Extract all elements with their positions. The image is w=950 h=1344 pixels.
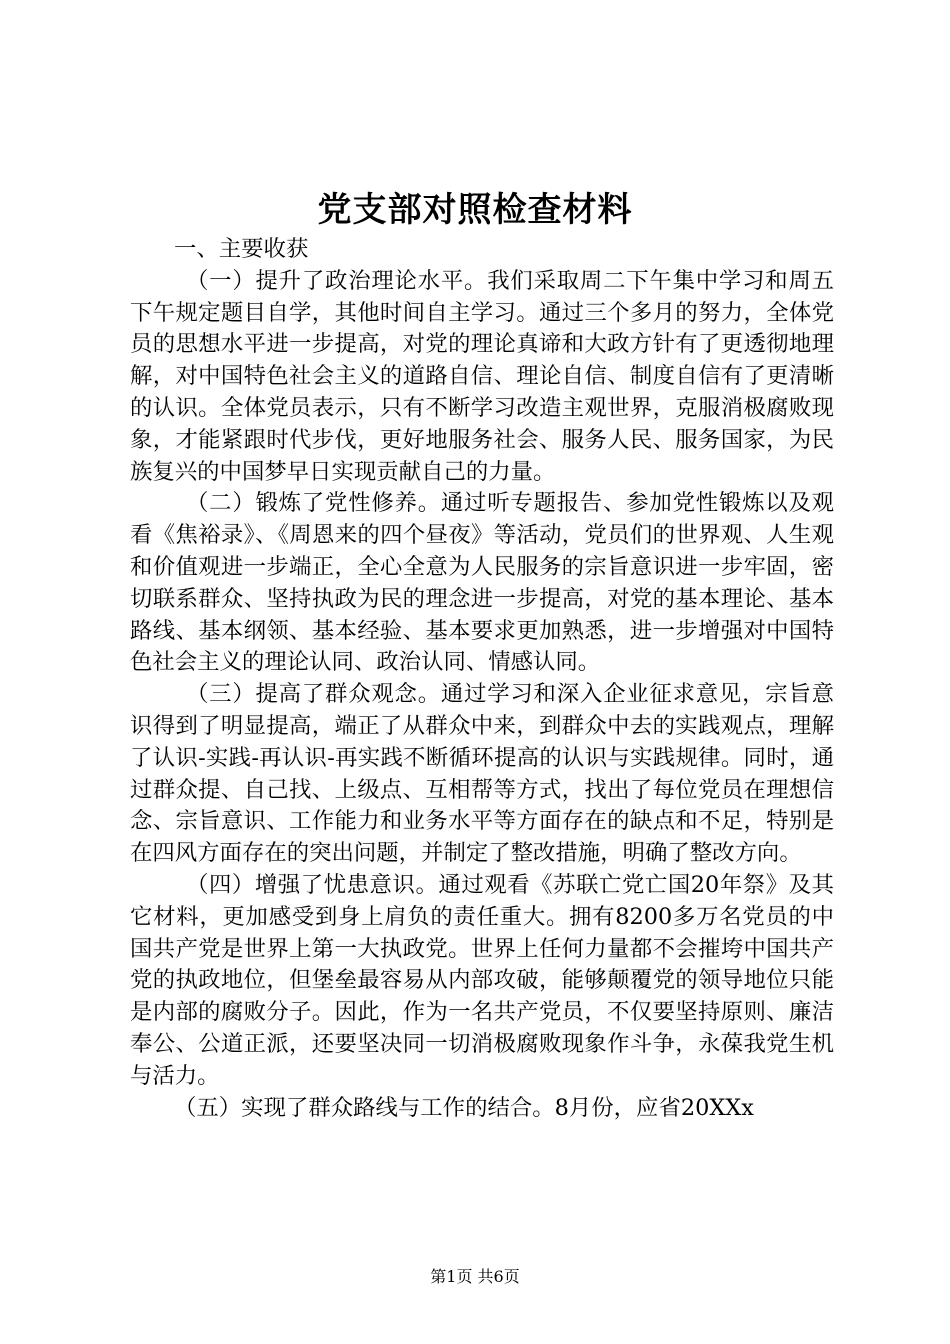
document-body	[130, 234, 834, 1124]
document-title: 党支部对照检查材料	[317, 190, 633, 230]
paragraph-3: （三）提高了群众观念。通过学习和深入企业征求意见，宗旨意识得到了明显提高，端正了从群众中来，到群众中去的实践观点，理解了认识-实践-再认识-再实践不断循环提高的认识与实践规律。同时，通过群众提、自己找、上级点、互相帮等方式，找出了每位党员在理想信念、宗旨意识、工作能力和业务水平等方面存在的缺点和不足，特别是在四风方面存在的突出问题，并制定了整改措施，明确了整改方向。	[130, 681, 834, 867]
paragraph-2: （二）锻炼了党性修养。通过听专题报告、参加党性锻炼以及观看《焦裕录》、《周恩来的四个昼夜》等活动，党员们的世界观、人生观和价值观进一步端正，全心全意为人民服务的宗旨意识进一步牢固，密切联系群众、坚持执政为民的理念进一步提高，对党的基本理论、基本路线、基本纲领、基本经验、基本要求更加熟悉，进一步增强对中国特色社会主义的理论认同、政治认同、情感认同。	[130, 490, 834, 676]
paragraph-1: （一）提升了政治理论水平。我们采取周二下午集中学习和周五下午规定题目自学，其他时间自主学习。通过三个多月的努力，全体党员的思想水平进一步提高，对党的理论真谛和大政方针有了更透彻地理解，对中国特色社会主义的道路自信、理论自信、制度自信有了更清晰的认识。全体党员表示，只有不断学习改造主观世界，克服消极腐败现象，才能紧跟时代步伐，更好地服务社会、服务人民、服务国家，为民族复兴的中国梦早日实现贡献自己的力量。	[130, 267, 834, 485]
paragraph-5: （五）实现了群众路线与工作的结合。8月份，应省20XXx	[174, 1094, 754, 1121]
page-footer: 第1页 共6页	[430, 1267, 520, 1286]
section-heading: 一、主要收获	[174, 236, 309, 262]
paragraph-4: （四）增强了忧患意识。通过观看《苏联亡党亡国20年祭》及其它材料，更加感受到身上肩负的责任重大。拥有8200多万名党员的中国共产党是世界上第一大执政党。世界上任何力量都不会摧垮中国共产党的执政地位，但堡垒最容易从内部攻破，能够颠覆党的领导地位只能是内部的腐败分子。因此，作为一名共产党员，不仅要坚持原则、廉洁奉公、公道正派，还要坚决同一切消极腐败现象作斗争，永葆我党生机与活力。	[130, 871, 834, 1089]
